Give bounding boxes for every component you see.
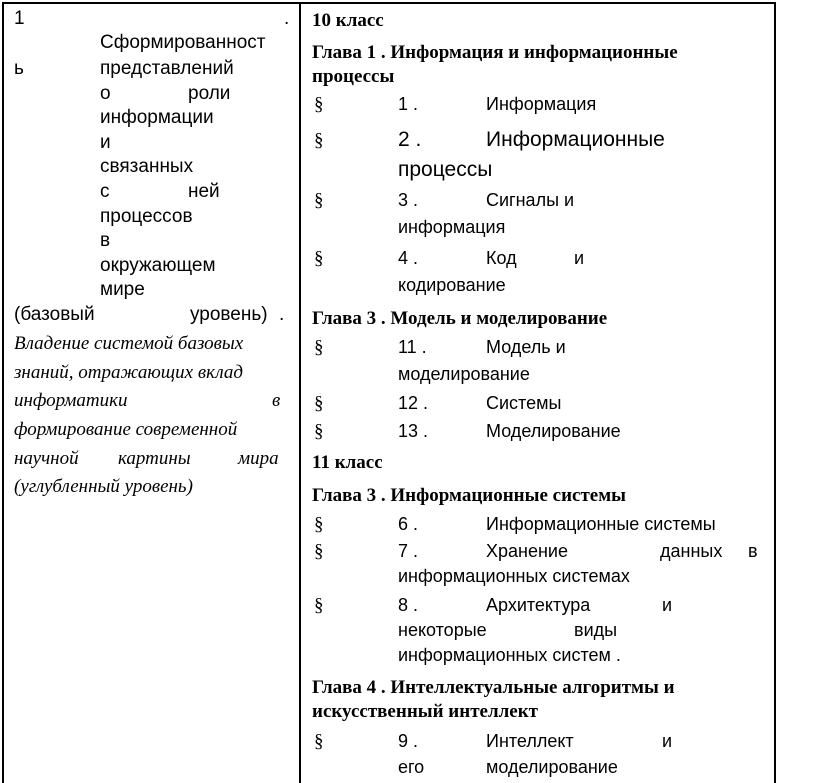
section-mark: §	[314, 421, 324, 442]
line-10: в	[100, 230, 111, 251]
section-mark: §	[314, 94, 324, 115]
section-3-number: 3 .	[398, 190, 419, 210]
section-7-title-3: в	[748, 541, 758, 561]
chapter-4-heading-line-1: Глава 4 . Интеллектуальные алгоритмы и	[312, 677, 675, 698]
line-12: мире	[100, 279, 145, 300]
line-1: представлений	[100, 58, 234, 79]
chapter-1-heading-line-2: процессы	[312, 66, 395, 87]
italic-line-3a: информатики	[14, 390, 128, 411]
table-border-right	[774, 2, 776, 783]
base-part-2: уровень)	[190, 304, 268, 325]
section-11-title: Модель и	[486, 337, 566, 357]
section-8-number: 8 .	[398, 595, 419, 615]
section-9-title-cont-2: моделирование	[486, 757, 618, 777]
section-mark: §	[314, 595, 324, 616]
chapter-3b-heading: Глава 3 . Информационные системы	[312, 485, 626, 506]
line-3: роли	[188, 83, 231, 104]
row-number: 1	[14, 8, 25, 29]
section-mark: §	[314, 731, 324, 752]
section-1-title: Информация	[486, 94, 597, 114]
section-4-title-1: Код	[486, 248, 517, 268]
italic-line-4: формирование современной	[14, 419, 238, 440]
section-11-number: 11 .	[398, 337, 427, 357]
section-2-title: Информационные	[486, 128, 665, 151]
chapter-4-heading-line-2: искусственный интеллект	[312, 701, 538, 722]
table-border-left	[2, 2, 4, 783]
line-7: с	[100, 181, 110, 202]
line-9: процессов	[100, 206, 193, 227]
section-mark: §	[314, 337, 324, 358]
section-7-title-cont: информационных системах	[398, 566, 630, 586]
section-4-number: 4 .	[398, 248, 419, 268]
section-mark: §	[314, 248, 324, 269]
italic-line-5b: картины	[118, 448, 191, 469]
line-6: связанных	[100, 156, 194, 177]
italic-line-6: (углубленный уровень)	[14, 476, 193, 497]
section-11-title-cont: моделирование	[398, 364, 530, 384]
section-2-title-cont: процессы	[398, 158, 493, 181]
section-6-number: 6 .	[398, 514, 419, 534]
section-9-title-2: и	[662, 731, 673, 751]
line-8: ней	[188, 181, 220, 202]
section-8-title-cont-1a: некоторые	[398, 620, 487, 640]
section-8-title-cont-2: информационных систем .	[398, 645, 621, 665]
base-part-3: .	[279, 304, 285, 325]
italic-line-5c: мира	[238, 448, 279, 469]
section-mark: §	[314, 541, 324, 562]
section-12-title: Системы	[486, 393, 562, 413]
chapter-3-heading: Глава 3 . Модель и моделирование	[312, 308, 608, 329]
section-mark: §	[314, 393, 324, 414]
table-column-divider	[299, 2, 301, 783]
section-1-number: 1 .	[398, 94, 419, 114]
line-11: окружающем	[100, 255, 216, 276]
table-border-top	[2, 2, 776, 4]
section-4-title-2: и	[574, 248, 585, 268]
grade-10-heading: 10 класс	[312, 10, 384, 31]
section-13-number: 13 .	[398, 421, 429, 441]
section-3-title-cont: информация	[398, 217, 506, 237]
row-number-dot: .	[284, 8, 290, 29]
section-8-title-1: Архитектура	[486, 595, 591, 615]
grade-11-heading: 11 класс	[312, 452, 383, 473]
section-7-number: 7 .	[398, 541, 419, 561]
section-8-title-2: и	[662, 595, 673, 615]
line-5: и	[100, 132, 111, 153]
line-4: информации	[100, 107, 214, 128]
section-mark: §	[314, 190, 324, 211]
italic-line-2: знаний, отражающих вклад	[14, 362, 243, 383]
italic-line-1: Владение системой базовых	[14, 333, 244, 354]
section-9-title-1: Интеллект	[486, 731, 574, 751]
section-2-number: 2 .	[398, 128, 422, 151]
section-7-title-2: данных	[660, 541, 723, 561]
section-7-title-1: Хранение	[486, 541, 568, 561]
section-8-title-cont-1b: виды	[574, 620, 618, 640]
section-mark: §	[314, 130, 324, 151]
section-4-title-cont: кодирование	[398, 275, 506, 295]
word-part-1: Сформированност	[100, 32, 266, 53]
word-part-2: ь	[14, 58, 24, 79]
section-6-title: Информационные системы	[486, 514, 716, 534]
section-13-title: Моделирование	[486, 421, 621, 441]
italic-line-5a: научной	[14, 448, 79, 469]
section-9-title-cont-1: его	[398, 757, 425, 777]
italic-line-3b: в	[272, 390, 281, 411]
section-9-number: 9 .	[398, 731, 419, 751]
line-2: о	[100, 83, 111, 104]
section-mark: §	[314, 514, 324, 535]
section-3-title: Сигналы и	[486, 190, 575, 210]
chapter-1-heading-line-1: Глава 1 . Информация и информационные	[312, 42, 678, 63]
section-12-number: 12 .	[398, 393, 429, 413]
base-part-1: (базовый	[14, 304, 95, 325]
